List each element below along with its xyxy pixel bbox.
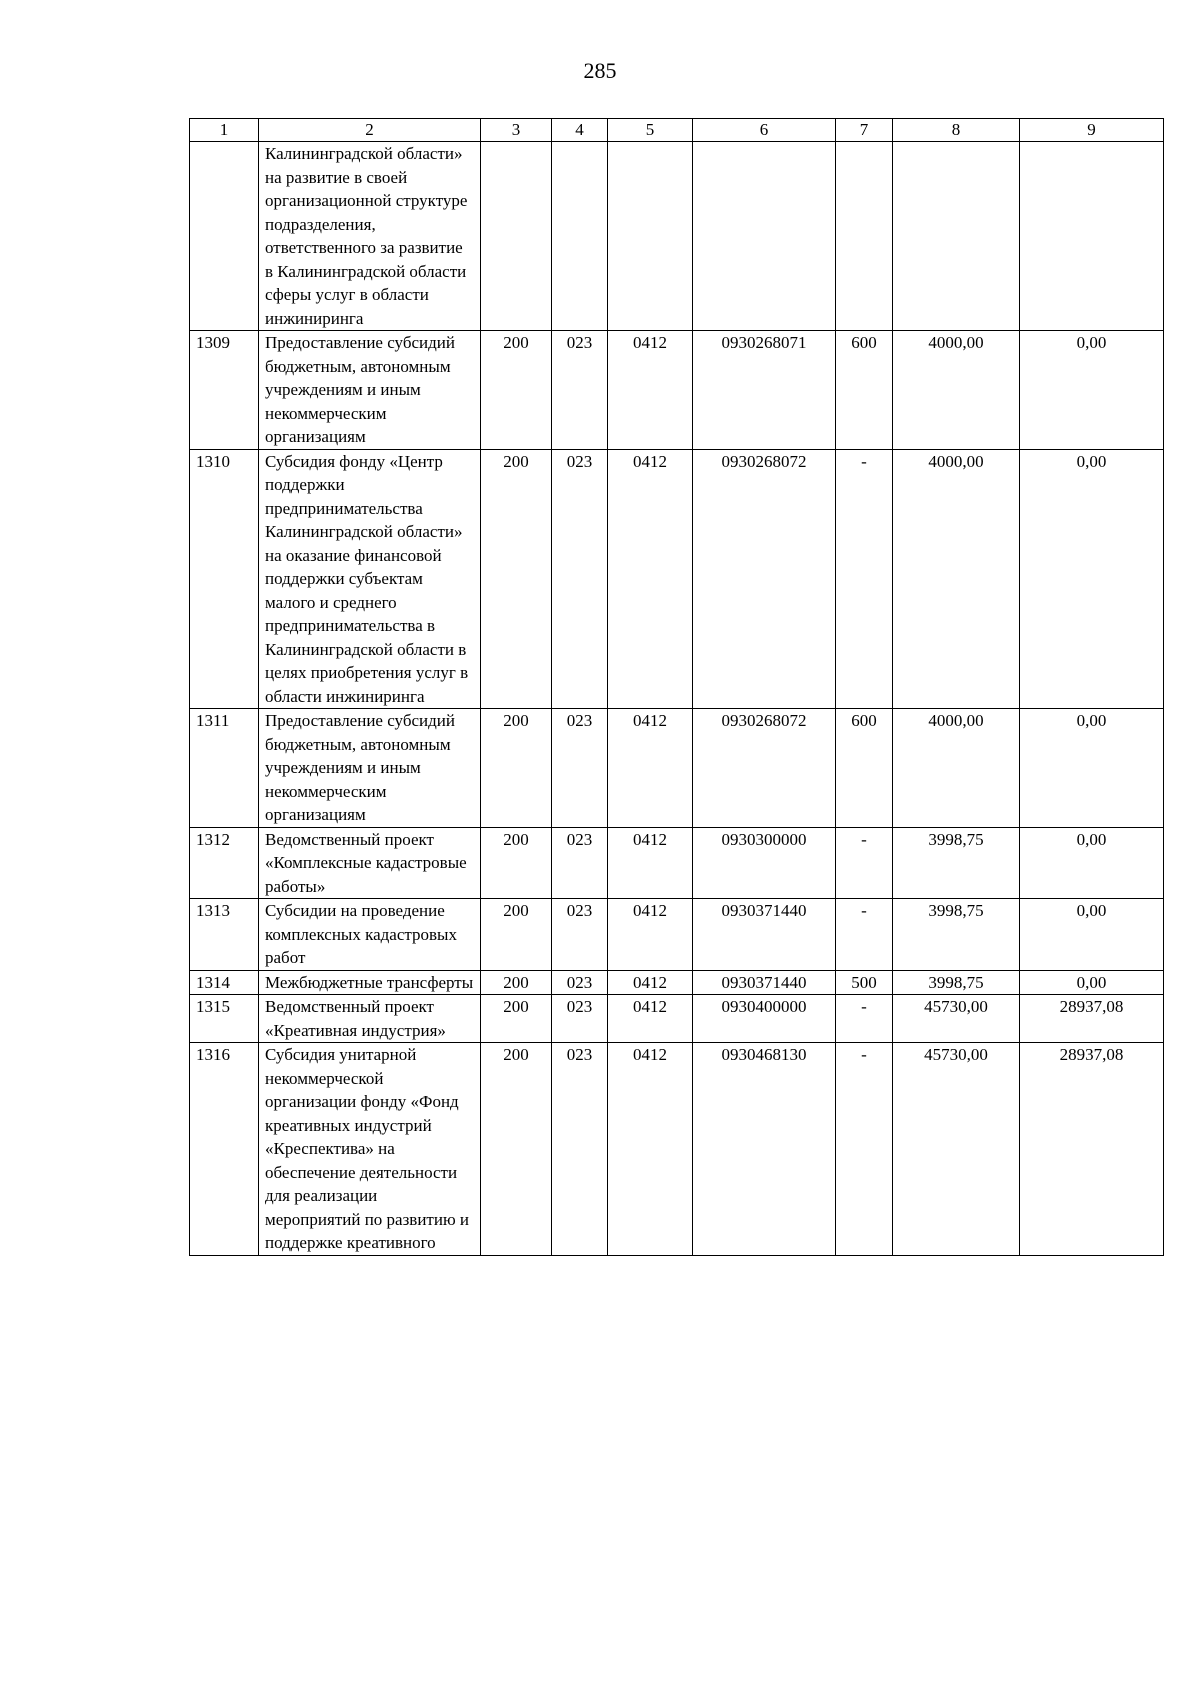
cell-col-5: 0412 [608,827,693,899]
cell-col-3: 200 [481,995,552,1043]
cell-col-4: 023 [552,827,608,899]
cell-col-6: 0930400000 [693,995,836,1043]
cell-col-9: 0,00 [1020,899,1164,971]
table-row [190,709,1164,828]
cell-col-4: 023 [552,449,608,709]
cell-col-8: 3998,75 [893,827,1020,899]
cell-col-1: 1310 [190,449,259,709]
table-row [190,449,1164,709]
cell-col-8: 45730,00 [893,1043,1020,1256]
cell-col-3: 200 [481,709,552,828]
cell-col-7: - [836,449,893,709]
cell-col-1: 1314 [190,970,259,995]
cell-col-7: 500 [836,970,893,995]
cell-col-4: 023 [552,899,608,971]
cell-col-6: 0930268072 [693,449,836,709]
column-header-1: 1 [190,119,259,142]
column-header-6: 6 [693,119,836,142]
cell-col-3: 200 [481,827,552,899]
cell-col-2: Субсидии на проведение комплексных кадастровых работ [259,899,481,971]
cell-col-5: 0412 [608,970,693,995]
cell-col-9: 0,00 [1020,449,1164,709]
cell-col-3 [481,142,552,331]
cell-col-6 [693,142,836,331]
cell-col-3: 200 [481,970,552,995]
column-header-4: 4 [552,119,608,142]
cell-col-2: Предоставление субсидий бюджетным, автономным учреждениям и иным некоммерческим организациям [259,709,481,828]
cell-col-1 [190,142,259,331]
cell-col-4 [552,142,608,331]
cell-col-2: Калининградской области» на развитие в своей организационной структуре подразделения, ответственного за развитие в Калининградской области сферы услуг в области инжиниринга [259,142,481,331]
cell-col-7 [836,142,893,331]
cell-col-5: 0412 [608,899,693,971]
cell-col-1: 1311 [190,709,259,828]
table-row [190,142,1164,331]
cell-col-9 [1020,142,1164,331]
cell-col-2: Предоставление субсидий бюджетным, автономным учреждениям и иным некоммерческим организациям [259,331,481,450]
cell-col-1: 1316 [190,1043,259,1256]
cell-col-2: Ведомственный проект «Комплексные кадастровые работы» [259,827,481,899]
cell-col-8: 4000,00 [893,709,1020,828]
column-header-2: 2 [259,119,481,142]
table-row [190,995,1164,1043]
cell-col-8: 4000,00 [893,449,1020,709]
column-header-5: 5 [608,119,693,142]
cell-col-5 [608,142,693,331]
cell-col-6: 0930300000 [693,827,836,899]
cell-col-1: 1313 [190,899,259,971]
cell-col-4: 023 [552,1043,608,1256]
cell-col-1: 1309 [190,331,259,450]
cell-col-5: 0412 [608,995,693,1043]
cell-col-5: 0412 [608,449,693,709]
cell-col-2: Субсидия фонду «Центр поддержки предпринимательства Калининградской области» на оказание финансовой поддержки субъектам малого и среднего предпринимательства в Калининградской области в целях приобретения услуг в области инжиниринга [259,449,481,709]
cell-col-6: 0930268072 [693,709,836,828]
table-row [190,827,1164,899]
cell-col-7: 600 [836,709,893,828]
cell-col-9: 0,00 [1020,709,1164,828]
cell-col-1: 1315 [190,995,259,1043]
header-row [190,119,1164,142]
cell-col-7: - [836,1043,893,1256]
cell-col-2: Субсидия унитарной некоммерческой организации фонду «Фонд креативных индустрий «Креспектива» на обеспечение деятельности для реализации мероприятий по развитию и поддержке креативного [259,1043,481,1256]
cell-col-3: 200 [481,449,552,709]
cell-col-7: - [836,827,893,899]
column-header-9: 9 [1020,119,1164,142]
cell-col-7: - [836,899,893,971]
table-row [190,899,1164,971]
page-number: 285 [583,58,617,83]
cell-col-9: 0,00 [1020,331,1164,450]
cell-col-4: 023 [552,709,608,828]
column-header-3: 3 [481,119,552,142]
cell-col-6: 0930371440 [693,899,836,971]
table-row [190,1043,1164,1256]
cell-col-9: 28937,08 [1020,995,1164,1043]
cell-col-9: 0,00 [1020,827,1164,899]
column-header-7: 7 [836,119,893,142]
cell-col-9: 28937,08 [1020,1043,1164,1256]
cell-col-8: 3998,75 [893,970,1020,995]
cell-col-5: 0412 [608,1043,693,1256]
cell-col-4: 023 [552,995,608,1043]
cell-col-6: 0930268071 [693,331,836,450]
cell-col-9: 0,00 [1020,970,1164,995]
cell-col-8 [893,142,1020,331]
column-header-8: 8 [893,119,1020,142]
cell-col-8: 45730,00 [893,995,1020,1043]
cell-col-8: 3998,75 [893,899,1020,971]
cell-col-5: 0412 [608,709,693,828]
cell-col-6: 0930371440 [693,970,836,995]
cell-col-6: 0930468130 [693,1043,836,1256]
table-body [190,142,1164,1256]
cell-col-4: 023 [552,970,608,995]
budget-table [189,118,1164,1256]
cell-col-1: 1312 [190,827,259,899]
table-row [190,970,1164,995]
cell-col-7: 600 [836,331,893,450]
cell-col-3: 200 [481,1043,552,1256]
cell-col-2: Ведомственный проект «Креативная индустрия» [259,995,481,1043]
cell-col-3: 200 [481,899,552,971]
cell-col-5: 0412 [608,331,693,450]
cell-col-3: 200 [481,331,552,450]
table-row [190,331,1164,450]
cell-col-4: 023 [552,331,608,450]
cell-col-8: 4000,00 [893,331,1020,450]
cell-col-2: Межбюджетные трансферты [259,970,481,995]
cell-col-7: - [836,995,893,1043]
